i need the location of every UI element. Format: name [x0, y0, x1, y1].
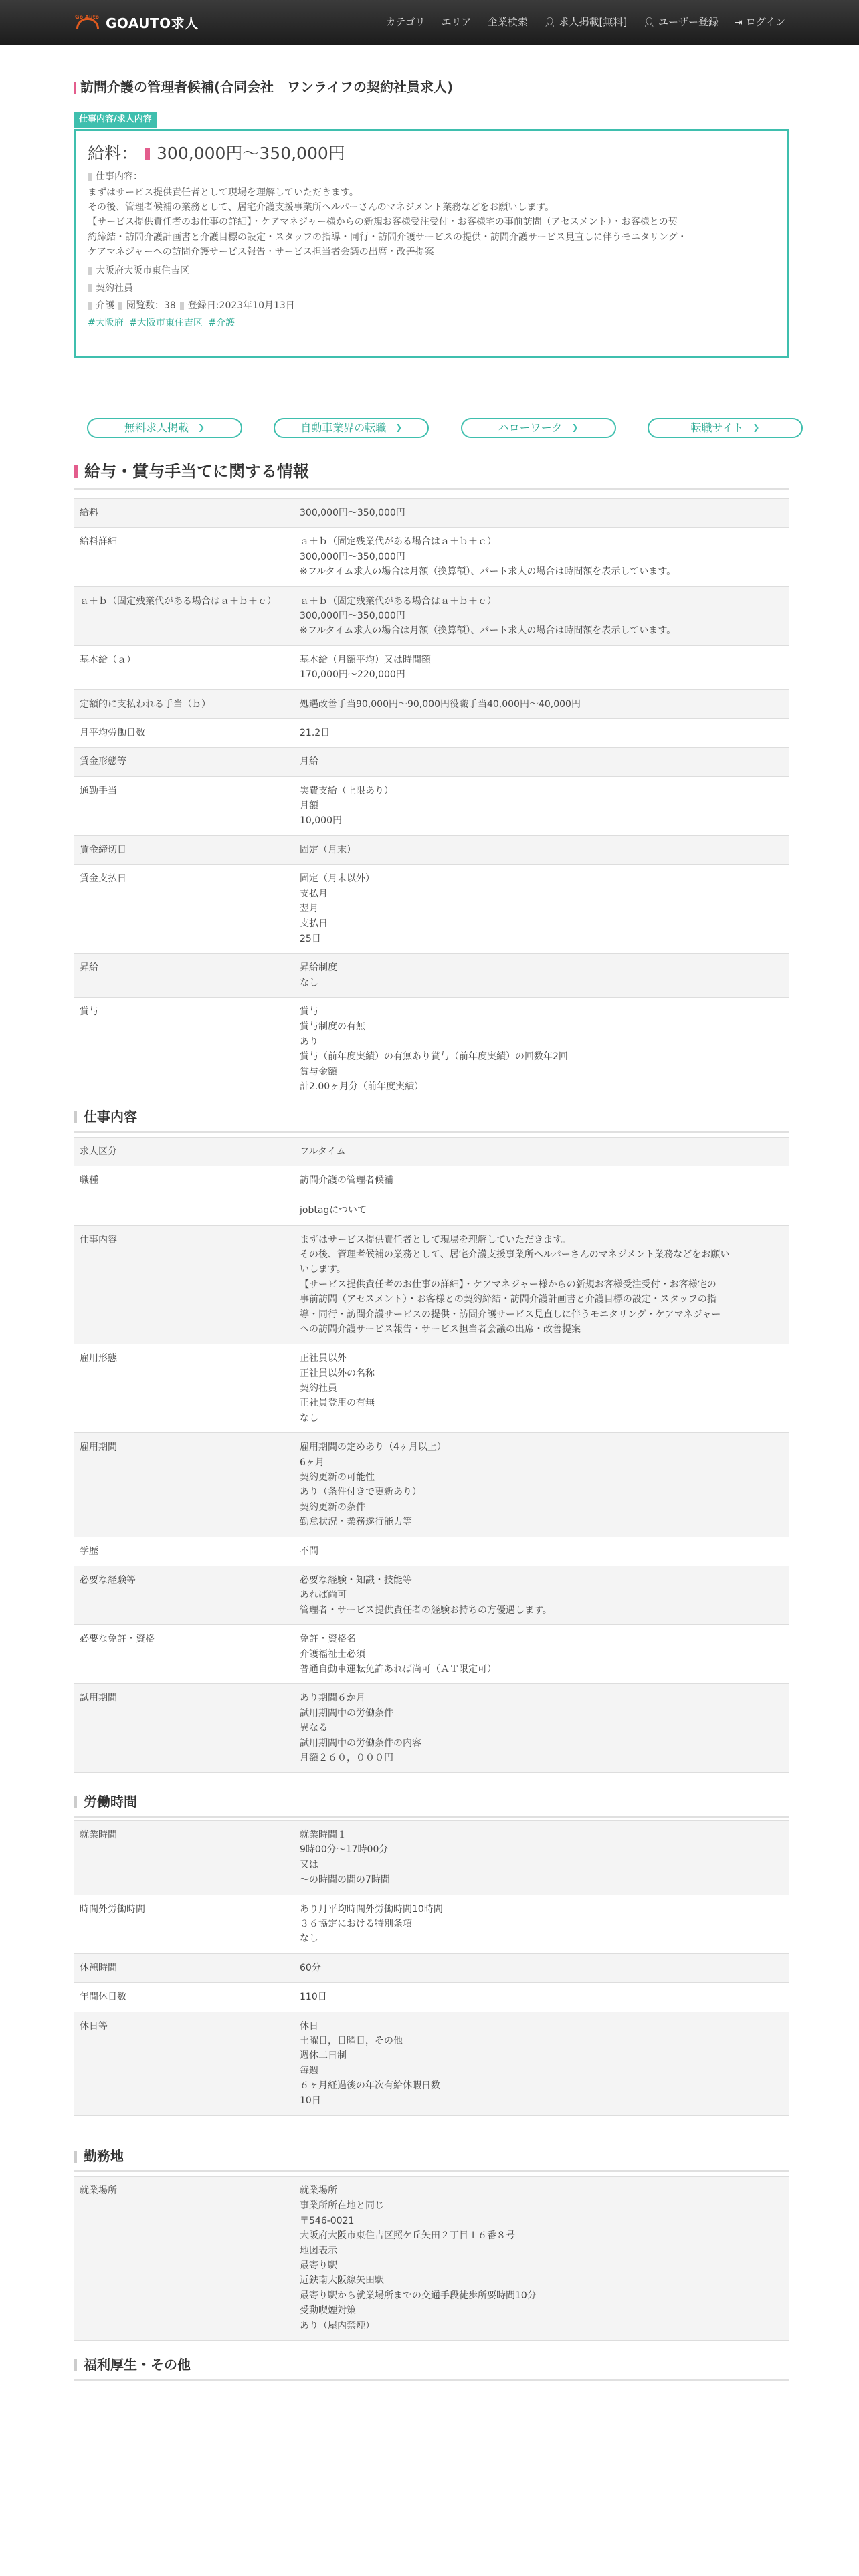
title-marker-icon [74, 82, 76, 94]
value-line: 毎週 [300, 2065, 318, 2076]
logo-mark-icon: Go Auto [74, 16, 102, 31]
row-value [294, 835, 789, 864]
row-value [294, 2177, 789, 2341]
salary-label: 給料： [88, 144, 138, 163]
value-line: 契約更新の条件 [300, 1501, 365, 1513]
work-row [74, 1433, 789, 1537]
chevron-right-icon: ❯ [197, 423, 205, 433]
job-location: 大阪府大阪市東住吉区 [96, 265, 189, 276]
value-line: 〒546-0021 [300, 2215, 355, 2226]
auto-industry-job-button[interactable]: 自動車業界の転職 ❯ [274, 418, 429, 438]
salary-row [74, 528, 789, 586]
row-value [294, 586, 789, 645]
nav-category-link[interactable]: カテゴリ [385, 16, 425, 29]
work-row [74, 1344, 789, 1433]
value-line: 賞与 [300, 1006, 318, 1017]
row-label: 職種 [74, 1166, 294, 1225]
value-line: 170,000円〜220,000円 [300, 669, 405, 681]
value-line: 訪問介護の管理者候補 [300, 1175, 393, 1186]
row-label: 時間外労働時間 [74, 1895, 294, 1953]
row-label: 賃金締切日 [74, 835, 294, 864]
salary-row [74, 865, 789, 954]
value-line: 正社員以外の名称 [300, 1368, 375, 1379]
value-line: 賞与金額 [300, 1066, 337, 1077]
salary-row [74, 718, 789, 747]
user-icon: 👤︎ [543, 17, 556, 28]
value-line: あり [300, 1036, 318, 1047]
value-line: 事前訪問（アセスメント）・お客様との契約締結・訪問介護計画書と介護目標の設定・スタッフの指 [300, 1294, 717, 1305]
value-line: 近鉄南大阪線矢田駅 [300, 2275, 384, 2286]
salary-line [88, 142, 775, 166]
value-line: への訪問介護サービス報告・サービス担当者会議の出席・改善提案 [300, 1323, 581, 1335]
row-label: 休日等 [74, 2012, 294, 2115]
nav-menu [385, 0, 785, 45]
yen-icon [145, 148, 150, 160]
hashtag-link[interactable]: #大阪市東住吉区 [129, 318, 203, 329]
work-row [74, 1166, 789, 1225]
row-label: 休憩時間 [74, 1953, 294, 1982]
work-label: 仕事内容： [96, 171, 142, 183]
value-line: 賞与制度の有無 [300, 1021, 365, 1033]
value-line: 導・同行・訪問介護サービスの提供・訪問介護サービス見直しに伴うモニタリング・ケアマネジャー [300, 1309, 721, 1320]
location-icon [88, 267, 92, 275]
value-line: ※フルタイム求人の場合は月額（換算額）、パート求人の場合は時間額を表示しています。 [300, 625, 676, 637]
value-line: 勤怠状況・業務遂行能力等 [300, 1517, 412, 1528]
value-line: 受動喫煙対策 [300, 2305, 356, 2317]
value-line[interactable]: jobtagについて [300, 1205, 367, 1216]
value-line: あり期間６か月 [300, 1693, 365, 1704]
section-marker-icon [74, 1111, 77, 1123]
value-line: ａ＋ｂ（固定残業代がある場合はａ＋ｂ＋ｃ） [300, 595, 496, 607]
value-line: ａ＋ｂ（固定残業代がある場合はａ＋ｂ＋ｃ） [300, 536, 496, 548]
row-value [294, 1684, 789, 1773]
brand-name[interactable]: GOAUTO求人 [106, 15, 199, 31]
row-label: 月平均労働日数 [74, 718, 294, 747]
calendar-icon [180, 302, 184, 310]
value-line: 21.2日 [300, 727, 330, 738]
salary-row [74, 954, 789, 998]
value-line: 事業所所在地と同じ [300, 2200, 384, 2212]
views-icon [118, 302, 122, 310]
value-line: 最寄り駅 [300, 2260, 337, 2271]
row-label: 雇用形態 [74, 1344, 294, 1433]
chevron-right-icon: ❯ [753, 423, 760, 433]
value-line: 就業場所 [300, 2185, 337, 2196]
value-line: ※フルタイム求人の場合は月額（換算額）、パート求人の場合は時間額を表示しています。 [300, 566, 676, 578]
welfare-section-heading: 福利厚生・その他 [74, 2355, 789, 2381]
row-value [294, 645, 789, 689]
row-label: 必要な免許・資格 [74, 1625, 294, 1684]
hashtag-link[interactable]: #介護 [208, 318, 235, 329]
row-label: 仕事内容 [74, 1225, 294, 1344]
row-value [294, 2012, 789, 2115]
place-row [74, 2177, 789, 2341]
registered-date: 登録日:2023年10月13日 [187, 300, 295, 312]
value-line: 110日 [300, 1992, 327, 2003]
value-line: 週休二日制 [300, 2050, 347, 2062]
row-label: 必要な経験等 [74, 1566, 294, 1624]
row-value [294, 1983, 789, 2012]
top-navbar [0, 0, 859, 45]
row-label: 賃金形態等 [74, 748, 294, 776]
salary-row [74, 835, 789, 864]
hours-row [74, 2012, 789, 2115]
value-line: 月額２６０，０００円 [300, 1752, 393, 1763]
chevron-right-icon: ❯ [395, 423, 403, 433]
row-value [294, 1138, 789, 1166]
chevron-right-icon: ❯ [571, 423, 579, 433]
row-label: 給料詳細 [74, 528, 294, 586]
value-line: 介護福祉士必須 [300, 1648, 365, 1660]
value-line: 計2.00ヶ月分（前年度実績） [300, 1081, 424, 1092]
value-line: なし [300, 1412, 318, 1424]
value-line: 土曜日，日曜日，その他 [300, 2035, 403, 2046]
page-title: 訪問介護の管理者候補(合同会社 ワンライフの契約社員求人) [74, 78, 453, 97]
value-line: 試用期間中の労働条件 [300, 1707, 393, 1719]
salary-value: 300,000円〜350,000円 [157, 144, 345, 163]
value-line: 300,000円〜350,000円 [300, 551, 405, 562]
user-icon: 👤︎ [643, 17, 655, 28]
hours-row [74, 1983, 789, 2012]
login-icon: ⇥ [735, 17, 743, 28]
value-line: 処遇改善手当90,000円〜90,000円役職手当40,000円〜40,000円 [300, 698, 581, 710]
work-row [74, 1625, 789, 1684]
category-icon [88, 302, 92, 310]
section-marker-icon [74, 2359, 77, 2371]
job-summary-card [74, 129, 789, 358]
row-value [294, 776, 789, 835]
salary-row [74, 645, 789, 689]
hours-row [74, 1821, 789, 1895]
hours-table [74, 1820, 789, 2116]
value-line: 休日 [300, 2020, 318, 2032]
row-label: 基本給（ａ） [74, 645, 294, 689]
work-table [74, 1137, 789, 1773]
row-label: 賞与 [74, 997, 294, 1101]
salary-row [74, 689, 789, 718]
value-line: 300,000円〜350,000円 [300, 508, 405, 518]
value-line [300, 1188, 783, 1203]
value-line: 最寄り駅から就業場所までの交通手段徒歩所要時間10分 [300, 2290, 537, 2301]
value-line: あれば尚可 [300, 1590, 347, 1601]
value-line: なし [300, 1933, 318, 1945]
row-value [294, 1344, 789, 1433]
hellowork-button[interactable]: ハローワーク ❯ [461, 418, 616, 438]
salary-row [74, 586, 789, 645]
link-button-row [87, 418, 803, 438]
value-line: あり（条件付きで更新あり） [300, 1487, 421, 1498]
value-line[interactable]: 地図表示 [300, 2245, 337, 2256]
value-line: 昇給制度 [300, 962, 337, 974]
value-line: 正社員以外 [300, 1353, 347, 1364]
value-line: フルタイム [300, 1146, 346, 1157]
row-label: 試用期間 [74, 1684, 294, 1773]
value-line: いします。 [300, 1264, 346, 1275]
row-value [294, 1225, 789, 1344]
section-marker-icon [74, 1796, 77, 1808]
row-label: 昇給 [74, 954, 294, 998]
row-value [294, 718, 789, 747]
hours-row [74, 1953, 789, 1982]
nav-register-link[interactable]: 👤︎ ユーザー登録 [643, 15, 719, 30]
value-line: 普通自動車運転免許あれば尚可（ＡＴ限定可） [300, 1663, 496, 1675]
employment-icon [88, 284, 92, 292]
value-line: 固定（月末以外） [300, 873, 375, 885]
value-line: 異なる [300, 1723, 328, 1734]
row-value [294, 1433, 789, 1537]
nav-post-job-link[interactable]: 👤︎ 求人掲載[無料] [544, 15, 628, 30]
value-line: 固定（月末） [300, 844, 356, 855]
value-line: 試用期間中の労働条件の内容 [300, 1737, 421, 1749]
salary-row [74, 499, 789, 528]
work-section-heading: 仕事内容 [74, 1107, 789, 1133]
value-line: 10日 [300, 2095, 321, 2107]
hours-row [74, 1895, 789, 1953]
job-description: まずはサービス提供責任者として現場を理解していただきます。 その後、管理者候補の業務として、居宅介護支援事業所ヘルパーさんのマネジメント業務などをお願いします。 【サービス提供責任者のお仕事の詳細】・ケアマネジャー様からの新規お客様受注受付・お客様宅の事前訪問（アセスメント）・お客様との契 約締結・訪問介護計画書と介護目標の設定・スタッフの指導・同行・訪問介護サービスの提供・訪問介護サービス見直しに伴うモニタリング・ ケアマネジャーへの訪問介護サービス報告・サービス担当者会議の出席・改善提案 [88, 187, 687, 258]
job-category: 介護 [96, 300, 114, 312]
value-line: 60分 [300, 1962, 321, 1973]
row-label: ａ＋ｂ（固定残業代がある場合はａ＋ｂ＋ｃ） [74, 586, 294, 645]
job-site-button[interactable]: 転職サイト ❯ [648, 418, 803, 438]
section-marker-icon [74, 465, 78, 478]
value-line: 【サービス提供責任者のお仕事の詳細】・ケアマネジャー様からの新規お客様受注受付・お客様宅の [300, 1279, 717, 1290]
view-count: 閲覧数：38 [126, 300, 176, 312]
row-value [294, 997, 789, 1101]
salary-row [74, 748, 789, 776]
value-line: 基本給（月額平均）又は時間額 [300, 654, 431, 665]
row-value [294, 1821, 789, 1895]
value-line: 賞与（前年度実績）の有無あり賞与（前年度実績）の回数年2回 [300, 1051, 568, 1063]
value-line: あり月平均時間外労働時間10時間 [300, 1903, 443, 1915]
hours-section-heading: 労働時間 [74, 1792, 789, 1818]
value-line: あり（屋内禁煙） [300, 2320, 375, 2331]
row-label: 年間休日数 [74, 1983, 294, 2012]
value-line: 正社員登用の有無 [300, 1398, 375, 1409]
employment-type: 契約社員 [96, 282, 133, 294]
row-value [294, 499, 789, 528]
nav-login-link[interactable]: ⇥ ログイン [735, 15, 785, 30]
row-label: 通勤手当 [74, 776, 294, 835]
briefcase-icon [88, 173, 92, 181]
value-line: 必要な経験・知識・技能等 [300, 1574, 412, 1586]
value-line: 実費支給（上限あり） [300, 785, 393, 796]
value-line: 支払月 [300, 888, 328, 899]
value-line: 契約更新の可能性 [300, 1472, 375, 1483]
nav-company-search-link[interactable]: 企業検索 [487, 16, 528, 29]
value-line: 10,000円 [300, 815, 342, 827]
value-line: ６ヶ月経過後の年次有給休暇日数 [300, 2080, 440, 2092]
value-line: 翌月 [300, 903, 318, 915]
site-logo[interactable] [74, 15, 199, 32]
value-line: その後、管理者候補の業務として、居宅介護支援事業所ヘルパーさんのマネジメント業務などをお願い [300, 1249, 730, 1260]
value-line: なし [300, 977, 318, 988]
row-label: 給料 [74, 499, 294, 528]
value-line: 就業時間１ [300, 1830, 347, 1840]
hashtag-link[interactable]: #大阪府 [88, 318, 124, 329]
row-label: 定額的に支払われる手当（ｂ） [74, 689, 294, 718]
row-value [294, 689, 789, 718]
value-line: 契約社員 [300, 1383, 337, 1394]
value-line: ３６協定における特別条項 [300, 1918, 412, 1929]
row-label: 就業時間 [74, 1821, 294, 1895]
value-line: 9時00分〜17時00分 [300, 1844, 389, 1856]
hashtag-list [88, 316, 775, 330]
row-value [294, 954, 789, 998]
row-label: 就業場所 [74, 2177, 294, 2341]
salary-row [74, 997, 789, 1101]
nav-area-link[interactable]: エリア [441, 16, 472, 29]
row-value [294, 1895, 789, 1953]
work-row [74, 1684, 789, 1773]
row-value [294, 1566, 789, 1624]
value-line: 免許・資格名 [300, 1634, 356, 1645]
salary-row [74, 776, 789, 835]
salary-section-heading: 給与・賞与手当てに関する情報 [74, 460, 789, 490]
free-job-post-button[interactable]: 無料求人掲載 ❯ [87, 418, 242, 438]
value-line: 300,000円〜350,000円 [300, 610, 405, 621]
row-value [294, 1953, 789, 1982]
value-line: 6ヶ月 [300, 1457, 324, 1468]
section-marker-icon [74, 2151, 77, 2163]
value-line: 又は [300, 1859, 318, 1870]
row-value [294, 528, 789, 586]
value-line: 雇用期間の定めあり（4ヶ月以上） [300, 1442, 446, 1453]
value-line: 月給 [300, 756, 318, 768]
place-table [74, 2176, 789, 2341]
row-label: 雇用期間 [74, 1433, 294, 1537]
value-line: 不問 [300, 1545, 318, 1557]
row-label: 求人区分 [74, 1138, 294, 1166]
value-line: 大阪府大阪市東住吉区照ケ丘矢田２丁目１６番８号 [300, 2230, 515, 2242]
row-value [294, 865, 789, 954]
row-label: 学歴 [74, 1537, 294, 1566]
row-value [294, 1537, 789, 1566]
value-line: 月額 [300, 800, 318, 812]
salary-table [74, 498, 789, 1101]
value-line: 25日 [300, 933, 321, 944]
row-value [294, 1166, 789, 1225]
row-label: 賃金支払日 [74, 865, 294, 954]
place-section-heading: 勤務地 [74, 2147, 789, 2172]
work-row [74, 1537, 789, 1566]
value-line: 管理者・サービス提供責任者の経験お持ちの方優遇します。 [300, 1604, 552, 1616]
work-row [74, 1225, 789, 1344]
work-row [74, 1138, 789, 1166]
row-value [294, 1625, 789, 1684]
work-row [74, 1566, 789, 1624]
value-line: 〜の時間の間の7時間 [300, 1874, 390, 1886]
value-line: 支払日 [300, 918, 328, 930]
row-value [294, 748, 789, 776]
card-tag: 仕事内容/求人内容 [74, 112, 157, 128]
value-line: まずはサービス提供責任者として現場を理解していただきます。 [300, 1234, 571, 1245]
